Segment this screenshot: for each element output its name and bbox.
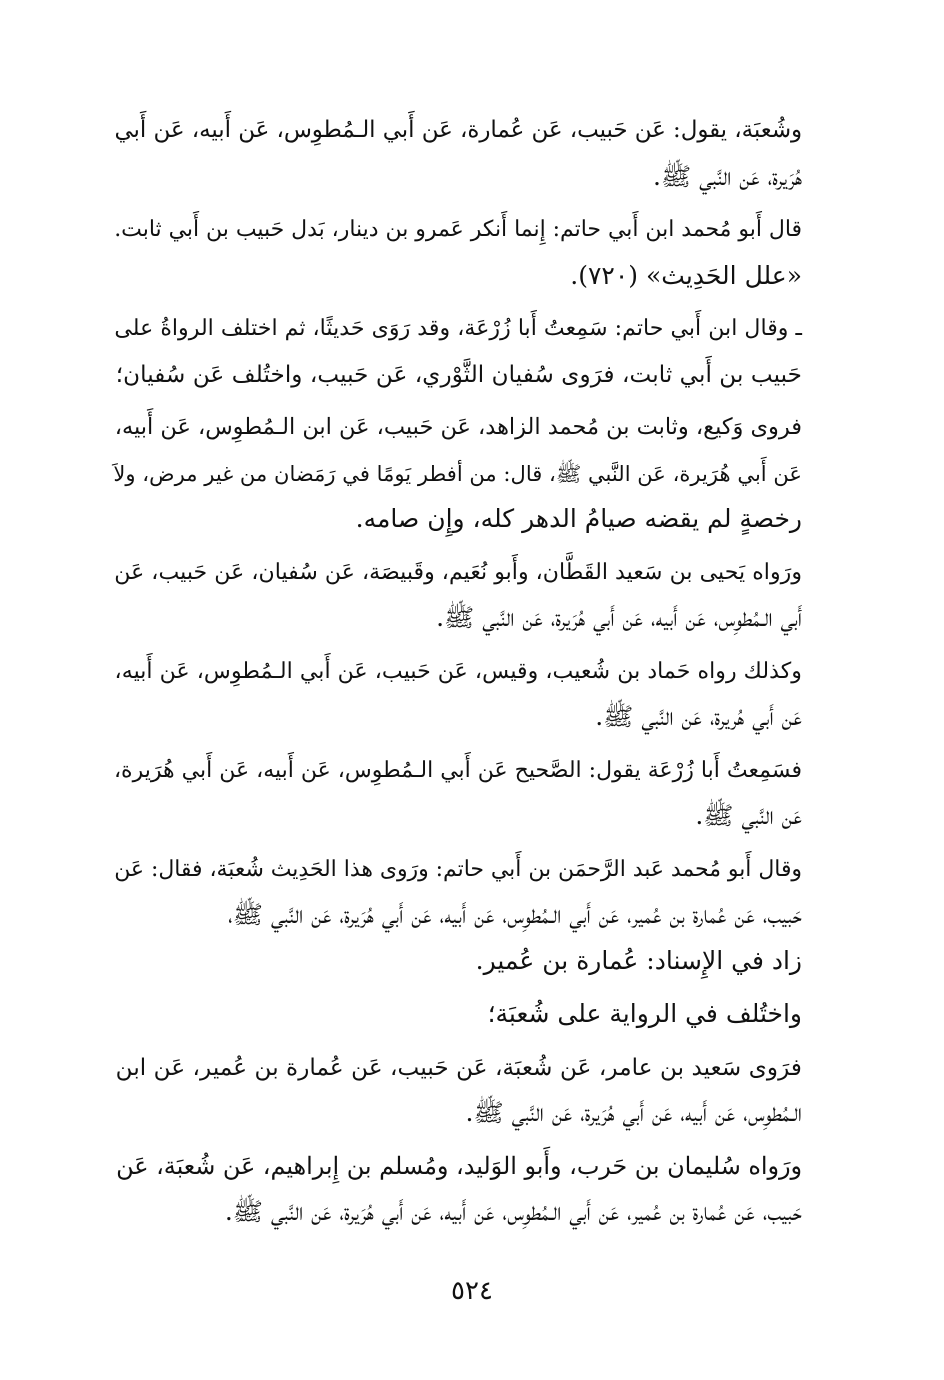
book-page-body <box>110 108 832 1243</box>
paragraph <box>110 847 832 984</box>
paragraph <box>110 108 832 199</box>
text-line: عَن النَّبي ﷺ. <box>695 801 802 830</box>
text-line: فرَوى سَعيد بن عامر، عَن شُعبَة، عَن حَبيب، عَن عُمارة بن عُمير، عَن ابن <box>115 1053 802 1081</box>
paragraph <box>110 405 832 542</box>
text-line: حَبيب بن أَبي ثابت، فرَوى سُفيان الثَّوْري، عَن حَبيب، واختُلف عَن سُفيان؛ <box>115 360 802 388</box>
text-line: فسَمِعتُ أَبا زُرْعَة يقول: الصَّحيح عَن أَبي الـمُطوِس، عَن أَبيه، عَن أَبي هُرَيرة، <box>113 757 802 783</box>
text-line: قال أَبو مُحمد ابن أَبي حاتم: إِنما أَنكر عَمرو بن دينار، بَدل حَبيب بن أَبي ثابت. <box>114 217 802 242</box>
text-line: أَبي الـمُطوِس، عَن أَبيه، عَن أَبي هُرَيرة، عَن النَّبي ﷺ. <box>436 603 802 632</box>
paragraph <box>110 1045 832 1136</box>
paragraph <box>110 991 832 1037</box>
text-line: الـمُطوِس، عَن أَبيه، عَن أَبي هُرَيرة، عَن النَّبي ﷺ. <box>465 1098 802 1127</box>
text-line: فروى وَكيع، وثابت بن مُحمد الزاهد، عَن حَبيب، عَن ابن الـمُطوِس، عَن أَبيه، <box>114 414 802 440</box>
text-line: حَبيب، عَن عُمارة بن عُمير، عَن أَبي الـمُطوِس، عَن أَبيه، عَن أَبي هُرَيرة، عَن النَّبي ﷺ، <box>227 900 802 929</box>
text-line: ورَواه يَحيى بن سَعيد القَطَّان، وأَبو نُعَيم، وقَبيصَة، عَن سُفيان، عَن حَبيب، عَن <box>114 558 802 585</box>
text-line: زاد في الإِسناد: عُمارة بن عُمير. <box>475 945 802 975</box>
text-line: وكذلك رواه حَماد بن شُعيب، وقيس، عَن حَبيب، عَن أَبي الـمُطوِس، عَن أَبيه، <box>114 657 802 684</box>
text-line: حَبيب، عَن عُمارة بن عُمير، عَن أَبي الـمُطوِس، عَن أَبيه، عَن أَبي هُرَيرة، عَن النَّبي ﷺ. <box>224 1197 802 1226</box>
page-number: ٥٢٤ <box>451 1276 493 1306</box>
text-line: عَن أَبي هُرَيرة، عَن النَّبي ﷺ، قال: من أفطر يَومًا في رَمَضان من غير مرض، ولاَ <box>113 460 802 486</box>
text-line: وشُعبَة، يقول: عَن حَبيب، عَن عُمارة، عَن أَبي الـمُطوِس، عَن أَبيه، عَن أَبي <box>114 117 802 143</box>
text-line: هُرَيرة، عَن النَّبي ﷺ. <box>653 161 802 191</box>
paragraph <box>110 550 832 641</box>
text-line: ورَواه سُليمان بن حَرب، وأَبو الوَليد، ومُسلم بن إِبراهيم، عَن شُعبَة، عَن <box>116 1151 802 1180</box>
paragraph <box>110 1144 832 1235</box>
text-line: «علل الحَدِيث» (٧٢٠). <box>570 260 802 290</box>
paragraph <box>110 207 832 298</box>
text-line: وقال أَبو مُحمد عَبد الرَّحمَن بن أَبي حاتم: ورَوى هذا الحَدِيث شُعبَة، فقال: عَن <box>114 856 802 882</box>
text-line: واختُلف في الرواية على شُعبَة؛ <box>487 999 802 1028</box>
text-line: ـ وقال ابن أَبي حاتم: سَمِعتُ أَبا زُرْعَة، وقد رَوَى حَديثًا، ثم اختلف الرواةُ على <box>114 315 802 341</box>
paragraph <box>110 649 832 740</box>
text-line: عَن أَبي هُريرة، عَن النَّبي ﷺ. <box>595 702 802 731</box>
text-line: رخصةٍ لم يقضه صيامُ الدهر كله، وإِن صامه. <box>355 504 802 533</box>
paragraph <box>110 306 832 397</box>
paragraph <box>110 748 832 839</box>
